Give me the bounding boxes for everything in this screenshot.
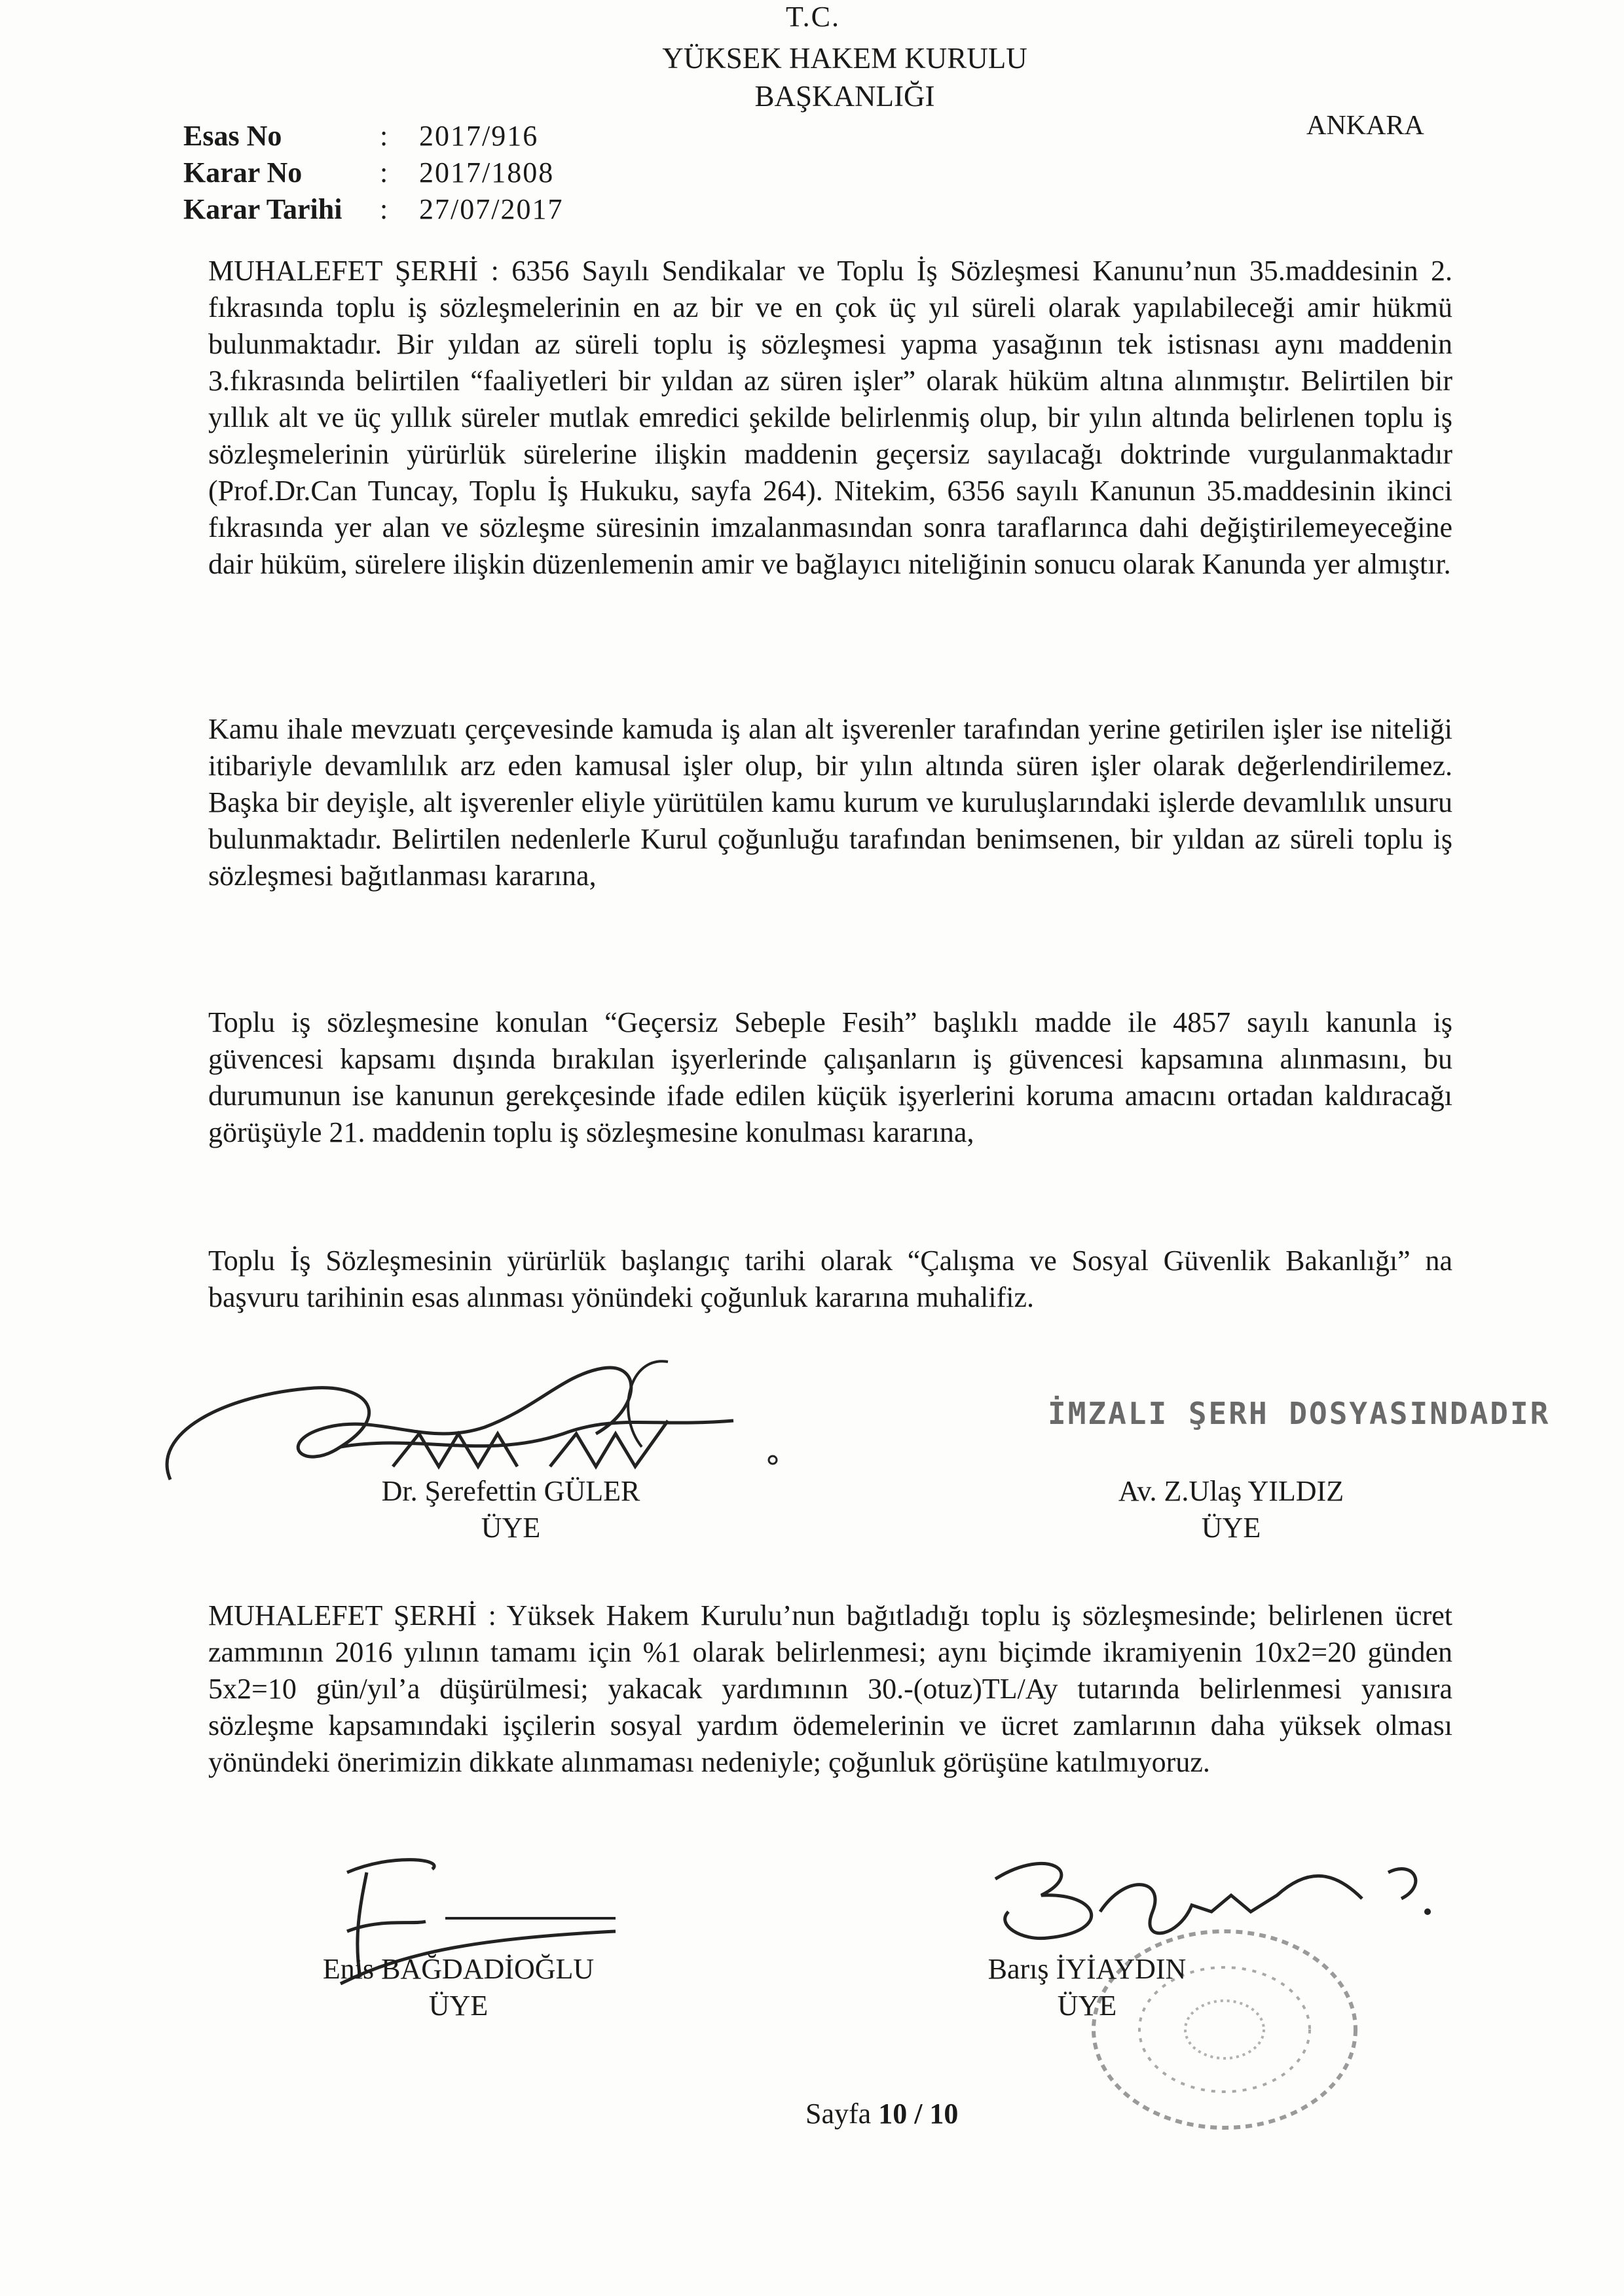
signatory-block [1035,1473,1428,1546]
page-number [805,2097,958,2130]
signatory-block [904,1951,1270,2024]
dissent-paragraph-2: Kamu ihale mevzuatı çerçevesinde kamuda iş alan alt işverenler tarafından yerine getirilen işler ise niteliği itibariyle devamlılık arz eden kamusal işler olup, bir yılın altında süren işler olarak değerlendirilemez. Başka bir deyişle, alt işverenler eliyle yürütülen kamu kurum ve kuruluşlarındaki işlerde devamlılık unsuru bulunmaktadır. Belirtilen nedenlerle Kurul çoğunluğu tarafından benimsenen, bir yıldan az süreli toplu iş sözleşmesi bağıtlanması kararına, [208,713,1452,892]
signatory-role: ÜYE [1057,1990,1117,2022]
case-info-separator: : [380,156,388,189]
dissent-paragraph-5: MUHALEFET ŞERHİ : Yüksek Hakem Kurulu’nun bağıtladığı toplu iş sözleşmesinde; belirlenen ücret zammının 2016 yılının tamamı için %1 olarak belirlenmesi; aynı biçimde ikramiyenin 10x2=20 günden 5x2=10 gün/yıl’a düşürülmesi; yakacak yardımının 30.-(otuz)TL/Ay tutarında belirlenmesi yanısıra sözleşme kapsamındaki işçilerin sosyal yardım ödemelerinin ve ücret zamlarının daha yüksek olması yönündeki önerimizin dikkate alınmaması nedeniyle; çoğunluk görüşüne katılmıyoruz. [208,1599,1452,1778]
case-info-row [183,118,563,155]
page-number-value: 10 / 10 [878,2098,959,2130]
signatory-role: ÜYE [1201,1512,1261,1544]
case-info-separator: : [380,120,388,152]
signatory-name: Enis BAĞDADİOĞLU [322,1953,595,1985]
case-info-value: 27/07/2017 [419,193,564,225]
case-info-label: Karar Tarihi [183,193,342,225]
institution-line-2: BAŞKANLIĞI [754,80,935,113]
institution-line-1: YÜKSEK HAKEM KURULU [662,42,1027,75]
page-label: Sayfa [805,2098,872,2130]
signatory-block [262,1473,760,1546]
signatory-block [275,1951,642,2024]
signatory-role: ÜYE [428,1990,489,2022]
case-info-label: Esas No [183,120,282,152]
case-info-label: Karar No [183,156,303,189]
dissent-paragraph-3: Toplu iş sözleşmesine konulan “Geçersiz Sebeple Fesih” başlıklı madde ile 4857 sayılı kanunla iş güvencesi kapsamı dışında bırakılan işyerlerinde çalışanların iş güvencesi kapsamına alınmasını, bu durumunun ise kanunun gerekçesinde ifade edilen küçük işyerlerini koruma amacını ortadan kaldıracağı görüşüyle 21. maddenin toplu iş sözleşmesine konulması kararına, [208,1006,1452,1148]
case-info-row [183,191,563,228]
institution-heading [616,39,1074,115]
case-info-row [183,155,563,191]
dissent-paragraph-4: Toplu İş Sözleşmesinin yürürlük başlangıç tarihi olarak “Çalışma ve Sosyal Güvenlik Bakanlığı” na başvuru tarihinin esas alınması yönündeki çoğunluk kararına muhalifiz. [208,1245,1452,1313]
case-info-value: 2017/916 [419,120,539,152]
signed-dissent-stamp: İMZALI ŞERH DOSYASINDADIR [1048,1396,1551,1431]
city-label: ANKARA [1306,111,1424,141]
case-info-separator: : [380,193,388,225]
signatory-name: Barış İYİAYDIN [987,1953,1187,1985]
signatory-name: Dr. Şerefettin GÜLER [381,1475,640,1507]
signatory-name: Av. Z.Ulaş YILDIZ [1118,1475,1344,1507]
case-info-value: 2017/1808 [419,156,555,189]
case-info [183,118,563,228]
dissent-paragraph-1: MUHALEFET ŞERHİ : 6356 Sayılı Sendikalar ve Toplu İş Sözleşmesi Kanunu’nun 35.maddesinin 2. fıkrasında toplu iş sözleşmelerinin en az bir ve en çok üç yıl süreli olarak yapılabileceği amir hükmü bulunmaktadır. Bir yıldan az süreli toplu iş sözleşmesi yapma yasağının tek istisnası aynı maddenin 3.fıkrasında belirtilen “faaliyetleri bir yıldan az süren işler” olarak hüküm altına alınmıştır. Belirtilen bir yıllık alt ve üç yıllık süreler mutlak emredici şekilde belirlenmiş olup, bir yılın altında belirlenen toplu iş sözleşmelerinin yürürlük sürelerine ilişkin maddenin geçersiz sayılacağı doktrinde vurgulanmaktadır (Prof.Dr.Can Tuncay, Toplu İş Hukuku, sayfa 264). Nitekim, 6356 sayılı Kanunun 35.maddesinin ikinci fıkrasında yer alan ve sözleşme süresinin imzalanmasından sonra taraflarınca dahi değiştirilemeyeceğine dair hüküm, sürelere ilişkin düzenlemenin amir ve bağlayıcı niteliğinin sonucu olarak Kanunda yer almıştır. [208,255,1452,580]
header-fragment: T.C. [786,1,840,33]
signatory-role: ÜYE [481,1512,541,1544]
